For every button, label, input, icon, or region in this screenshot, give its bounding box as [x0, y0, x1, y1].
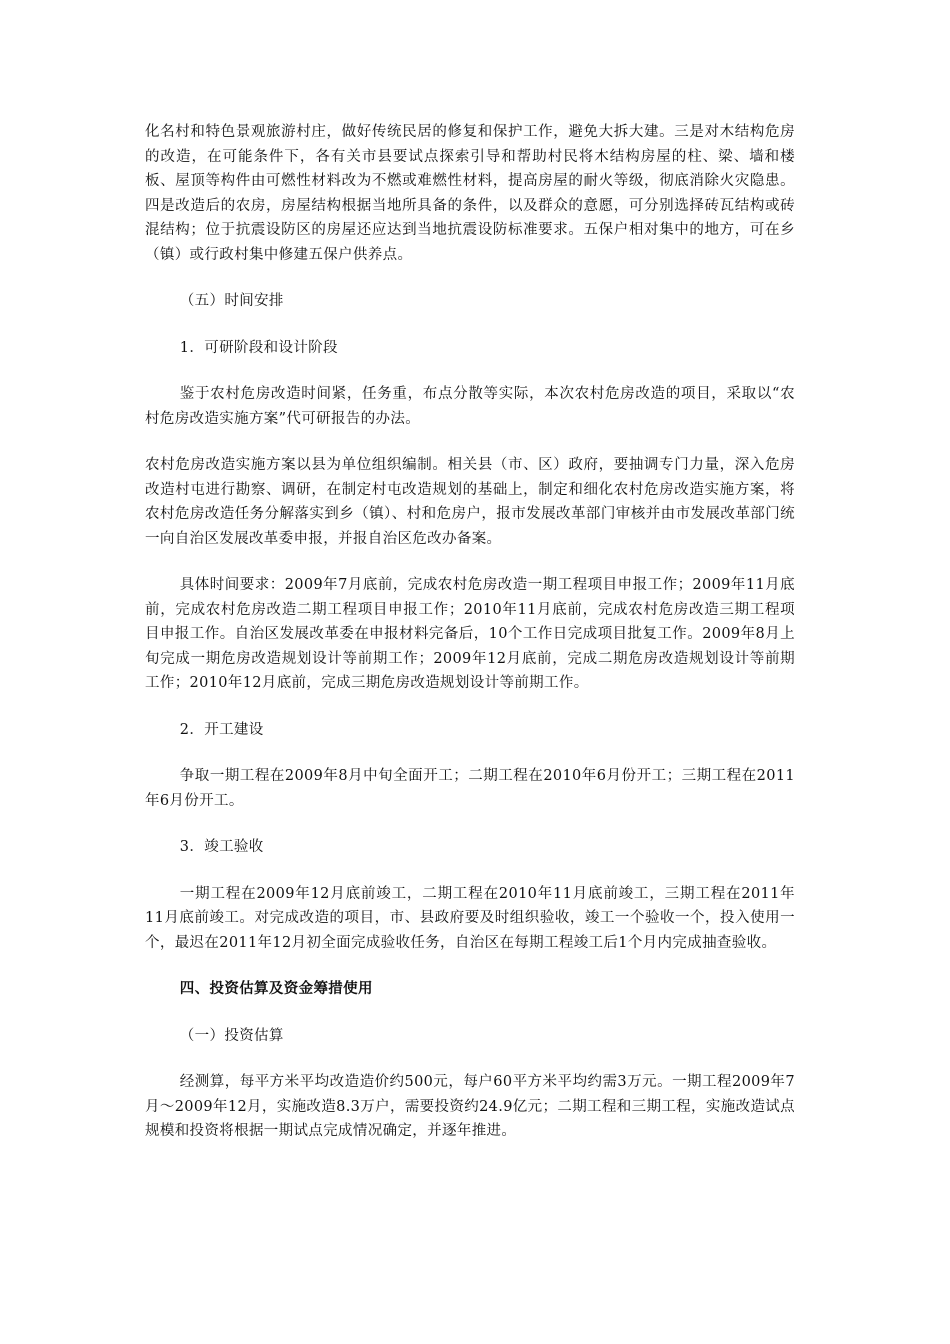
- paragraph-feasibility-approach: 鉴于农村危房改造时间紧，任务重，布点分散等实际，本次农村危房改造的项目，采取以“农村危房改造实施方案”代可研报告的办法。: [145, 386, 795, 427]
- paragraph-completion-acceptance: 一期工程在2009年12月底前竣工，二期工程在2010年11月底前竣工，三期工程在2011年11月底前竣工。对完成改造的项目，市、县政府要及时组织验收，竣工一个验收一个，投入使用一个，最迟在2011年12月初全面完成验收任务，自治区在每期工程竣工后1个月内完成抽查验收。: [145, 885, 795, 951]
- subheading-investment-estimate: （一）投资估算: [179, 1027, 284, 1044]
- paragraph-implementation-plan: 农村危房改造实施方案以县为单位组织编制。相关县（市、区）政府，要抽调专门力量，深入危房改造村屯进行勘察、调研，在制定村屯改造规划的基础上，制定和细化农村危房改造实施方案，将农村危房改造任务分解落实到乡（镇）、村和危房户，报市发展改革部门审核并由市发展改革部门统一向自治区发展改革委申报，并报自治区危改办备案。: [145, 457, 795, 547]
- subheading-construction-start: 2．开工建设: [179, 721, 264, 738]
- paragraph-construction-start: 争取一期工程在2009年8月中旬全面开工；二期工程在2010年6月份开工；三期工程在2011年6月份开工。: [145, 768, 795, 809]
- paragraph-construction-measures: 化名村和特色景观旅游村庄，做好传统民居的修复和保护工作，避免大拆大建。三是对木结构危房的改造，在可能条件下，各有关市县要试点探索引导和帮助村民将木结构房屋的柱、梁、墙和楼板、屋顶等构件由可燃性材料改为不燃或难燃性材料，提高房屋的耐火等级，彻底消除火灾隐患。四是改造后的农房，房屋结构根据当地所具备的条件，以及群众的意愿，可分别选择砖瓦结构或砖混结构；位于抗震设防区的房屋还应达到当地抗震设防标准要求。五保户相对集中的地方，可在乡（镇）或行政村集中修建五保户供养点。: [145, 124, 795, 263]
- subheading-feasibility-design: 1．可研阶段和设计阶段: [179, 339, 338, 356]
- section-heading-schedule: （五）时间安排: [179, 293, 284, 309]
- section-heading-investment: 四、投资估算及资金筹措使用: [179, 980, 373, 997]
- subheading-completion-acceptance: 3．竣工验收: [179, 839, 264, 855]
- paragraph-time-requirements: 具体时间要求：2009年7月底前，完成农村危房改造一期工程项目申报工作；2009年11月底前，完成农村危房改造二期工程项目申报工作；2010年11月底前，完成农村危房改造三期工程项目申报工作。自治区发展改革委在申报材料完备后，10个工作日完成项目批复工作。2009年8月上旬完成一期危房改造规划设计等前期工作；2009年12月底前，完成二期危房改造规划设计等前期工作；2010年12月底前，完成三期危房改造规划设计等前期工作。: [145, 577, 795, 691]
- document-body: [145, 120, 795, 1144]
- paragraph-investment-estimate: 经测算，每平方米平均改造造价约500元，每户60平方米平均约需3万元。一期工程2009年7月～2009年12月，实施改造8.3万户，需要投资约24.9亿元；二期工程和三期工程，实施改造试点规模和投资将根据一期试点完成情况确定，并逐年推进。: [145, 1074, 795, 1139]
